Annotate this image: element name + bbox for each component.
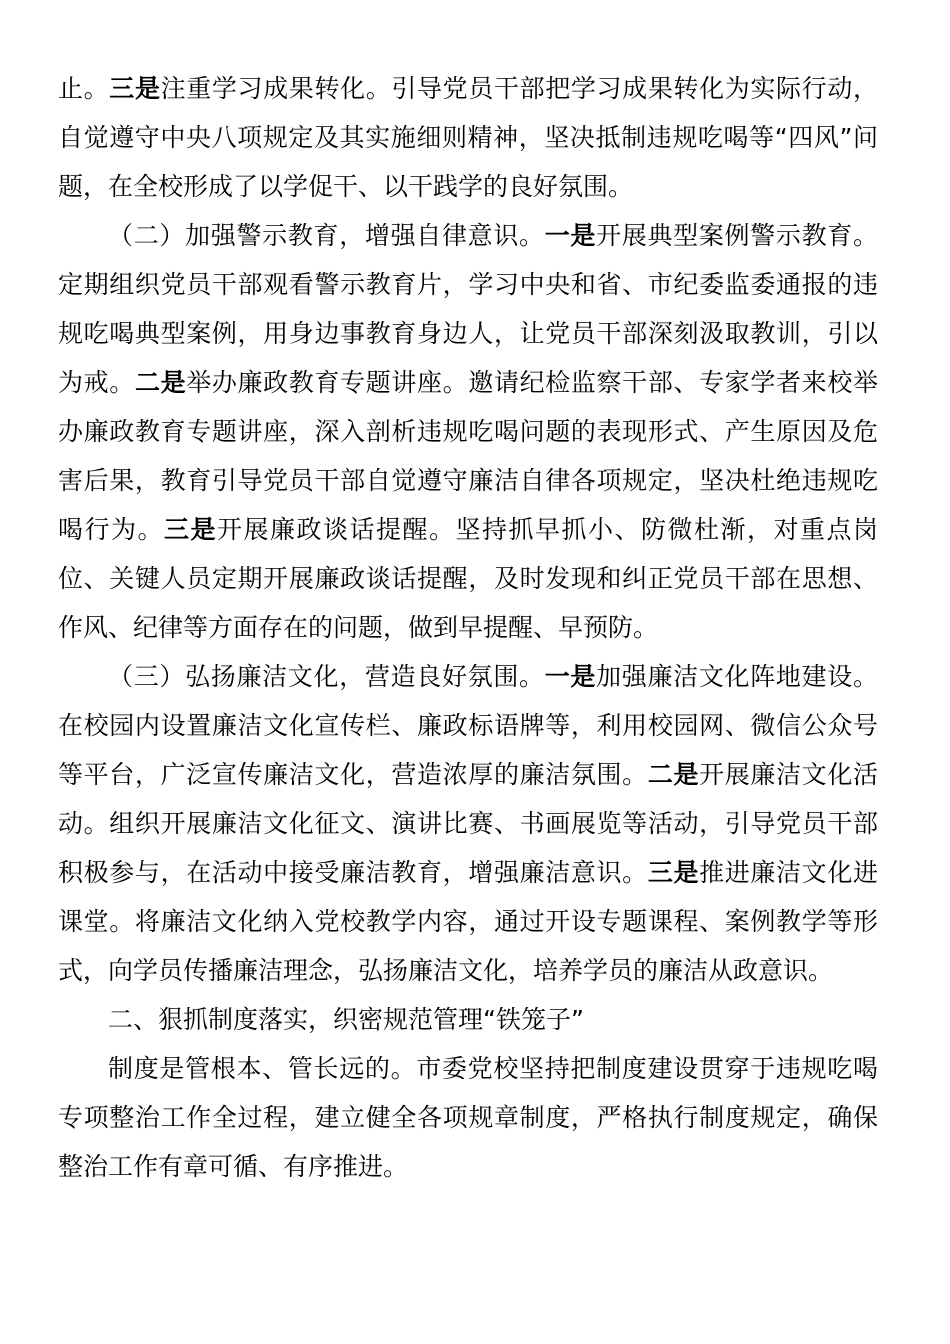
text-segment: 开展典型案例警示教育。定期组织党员干部观看警示教育片，学习中央和省、市纪委监委通报的违规吃喝典型案例，用身边事教育身边人，让党员干部深刻汲取教训，引以为戒。	[58, 221, 878, 397]
paragraph-study-results	[58, 64, 878, 211]
emphasis-ordinal: 三是	[647, 858, 700, 887]
emphasis-ordinal: 一是	[544, 662, 597, 691]
text-segment: 推进廉洁文化进课堂。将廉洁文化纳入党校教学内容，通过开设专题课程、案例教学等形式，向学员传播廉洁理念，弘扬廉洁文化，培养学员的廉洁从政意识。	[58, 858, 878, 985]
text-segment: 注重学习成果转化。引导党员干部把学习成果转化为实际行动，自觉遵守中央八项规定及其实施细则精神，坚决抵制违规吃喝等“四风”问题，在全校形成了以学促干、以干践学的良好氛围。	[58, 74, 878, 201]
text-segment: 止。	[58, 74, 110, 103]
document-page	[58, 64, 878, 1191]
section-heading-text: 二、狠抓制度落实，织密规范管理“铁笼子”	[108, 1005, 584, 1034]
text-segment: 开展廉政谈话提醒。坚持抓早抓小、防微杜渐，对重点岗位、关键人员定期开展廉政谈话提醒，及时发现和纠正党员干部在思想、作风、纪律等方面存在的问题，做到早提醒、早预防。	[58, 515, 878, 642]
paragraph-integrity-culture	[58, 652, 878, 995]
emphasis-ordinal: 三是	[109, 74, 161, 103]
emphasis-ordinal: 三是	[164, 515, 217, 544]
subheading-text: （三）弘扬廉洁文化，营造良好氛围。	[108, 662, 545, 691]
text-segment: 举办廉政教育专题讲座。邀请纪检监察干部、专家学者来校举办廉政教育专题讲座，深入剖析违规吃喝问题的表现形式、产生原因及危害后果，教育引导党员干部自觉遵守廉洁自律各项规定，坚决杜绝违规吃喝行为。	[58, 368, 878, 544]
emphasis-ordinal: 二是	[134, 368, 187, 397]
section-heading	[58, 995, 878, 1044]
subheading-text: （二）加强警示教育，增强自律意识。	[108, 221, 545, 250]
text-segment: 开展廉洁文化活动。组织开展廉洁文化征文、演讲比赛、书画展览等活动，引导党员干部积极参与，在活动中接受廉洁教育，增强廉洁意识。	[58, 760, 878, 887]
text-segment: 制度是管根本、管长远的。市委党校坚持把制度建设贯穿于违规吃喝专项整治工作全过程，建立健全各项规章制度，严格执行制度规定，确保整治工作有章可循、有序推进。	[58, 1054, 878, 1181]
paragraph-institution-building	[58, 1044, 878, 1191]
text-segment: 加强廉洁文化阵地建设。在校园内设置廉洁文化宣传栏、廉政标语牌等，利用校园网、微信公众号等平台，广泛宣传廉洁文化，营造浓厚的廉洁氛围。	[58, 662, 878, 789]
paragraph-warning-education	[58, 211, 878, 652]
emphasis-ordinal: 二是	[647, 760, 700, 789]
emphasis-ordinal: 一是	[544, 221, 597, 250]
